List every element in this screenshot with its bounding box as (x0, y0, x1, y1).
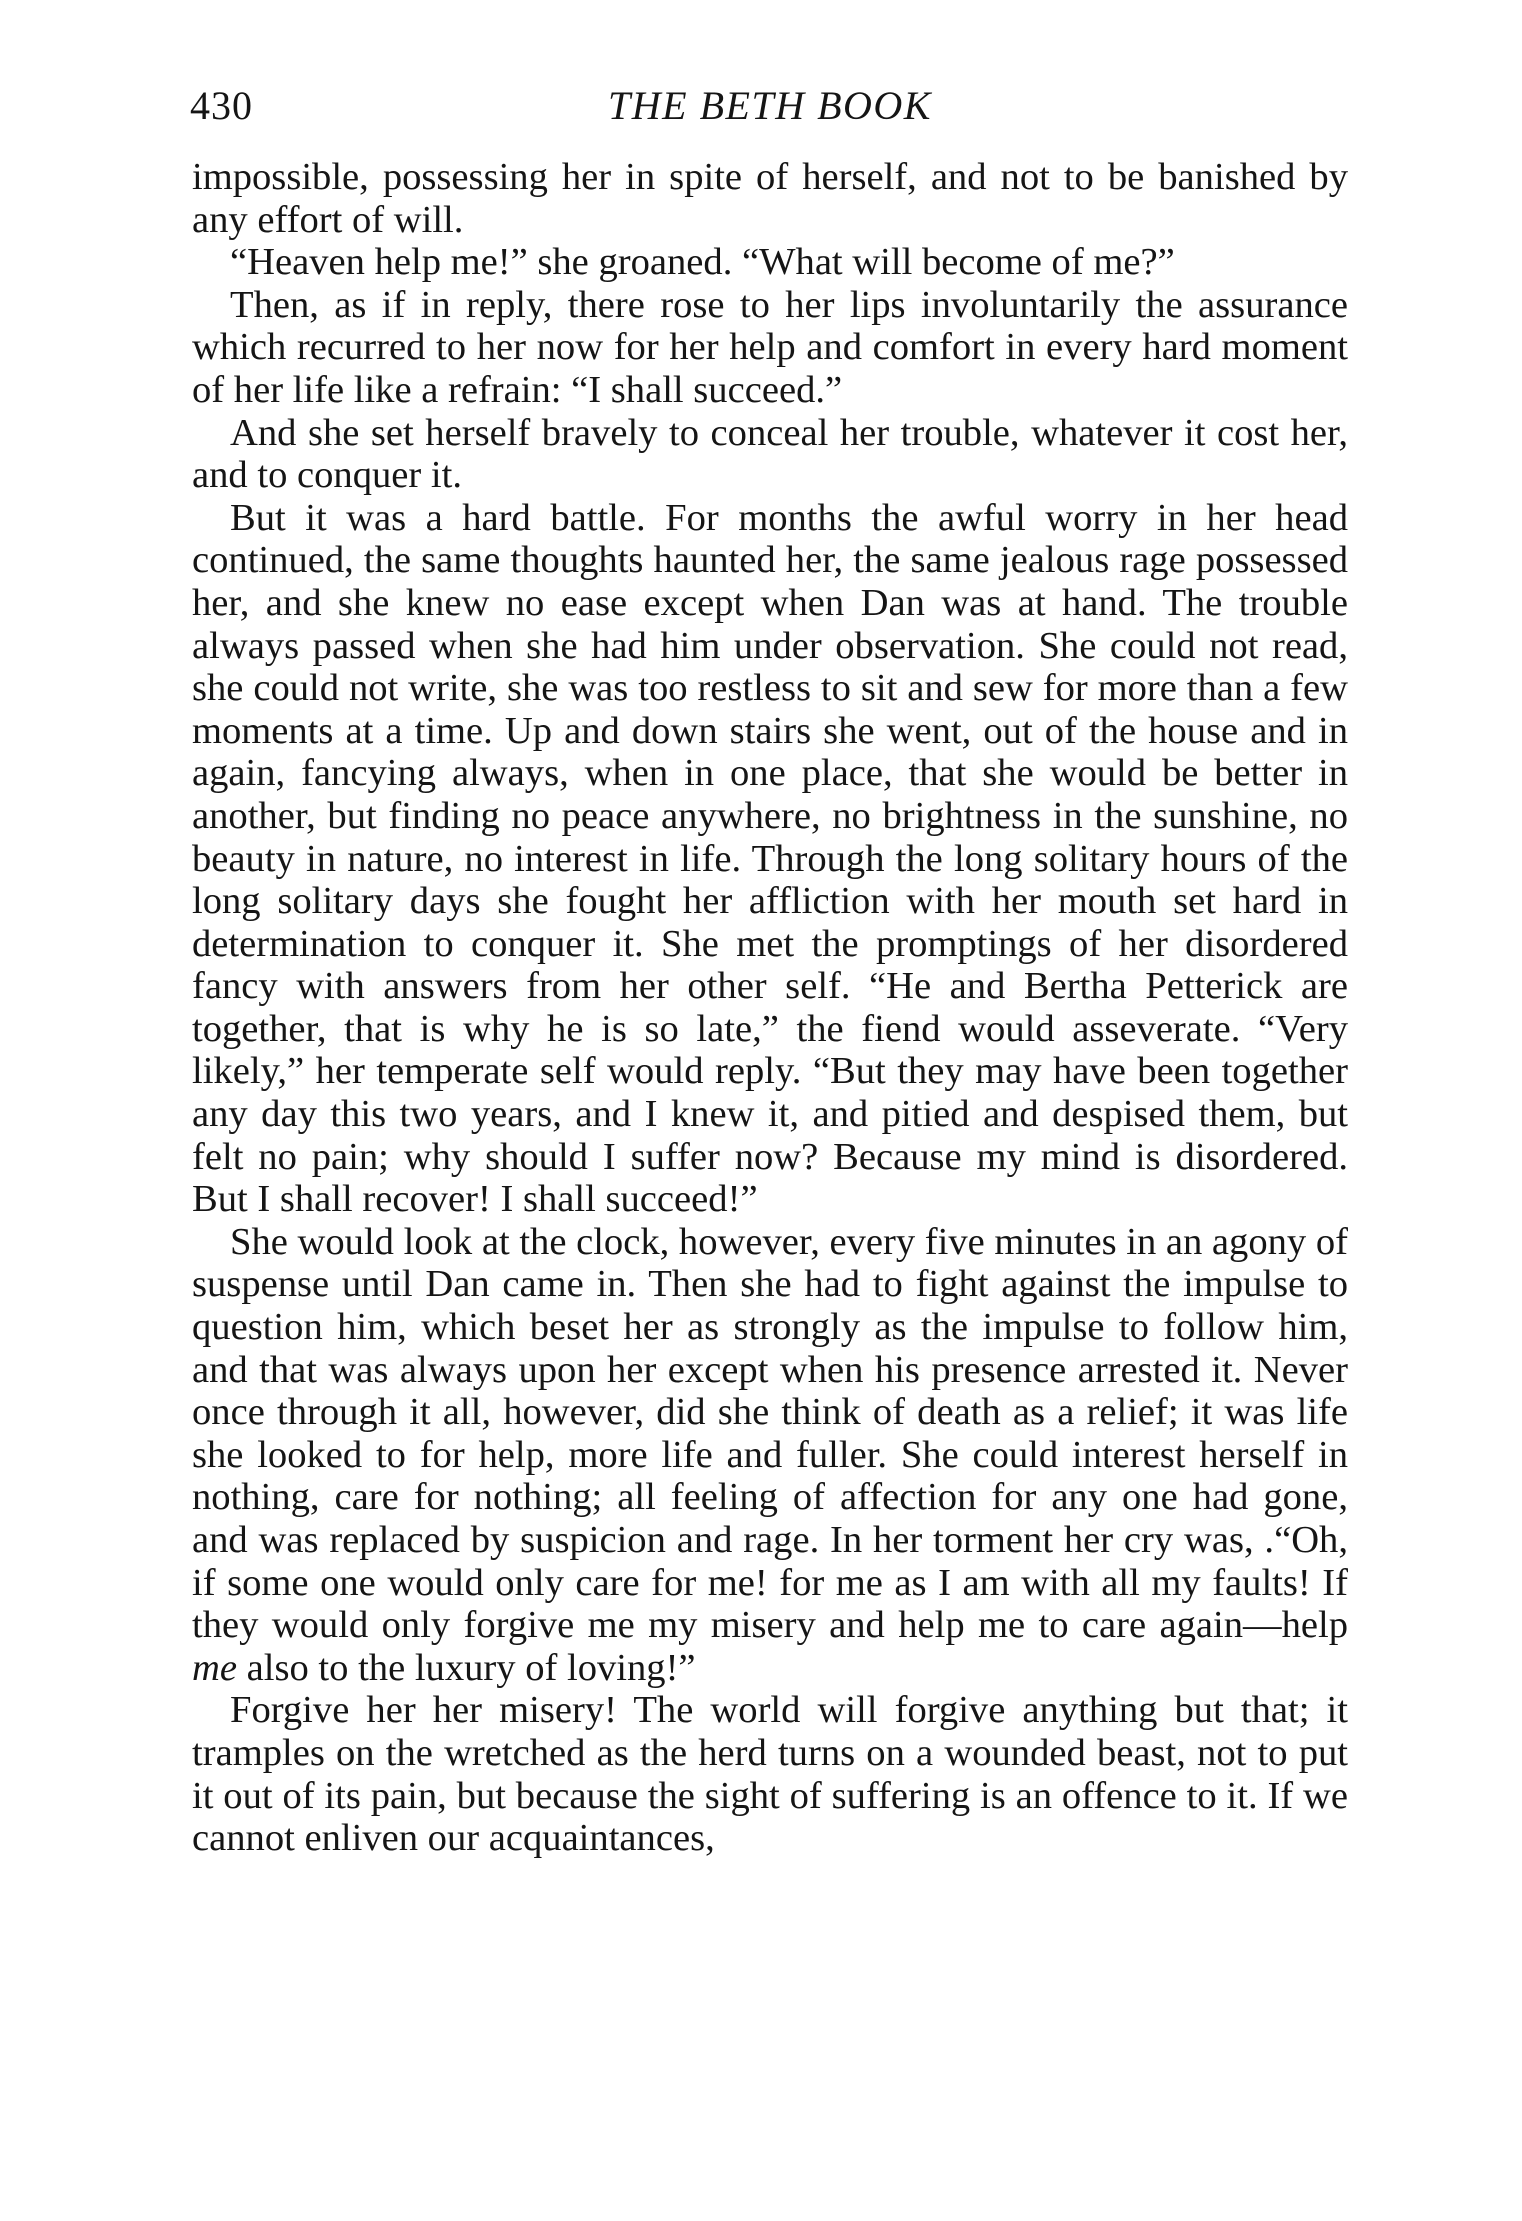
paragraph-text: impossible, possessing her in spite of herself, and not to be banished by any effort of will. (192, 156, 1348, 241)
paragraph-text: Forgive her her misery! The world will forgive anything but that; it tramples on the wretched as the herd turns on a wounded beast, not to put it out of its pain, but because the sight of suffering is an offence to it. If we cannot enliven our acquaintances, (192, 1689, 1348, 1860)
paragraph (192, 1221, 1348, 1690)
paragraph-text: “Heaven help me!” she groaned. “What will become of me?” (230, 241, 1175, 284)
paragraph (192, 284, 1348, 412)
paragraph (192, 241, 1348, 284)
paragraph (192, 497, 1348, 1221)
page-header (190, 82, 1350, 142)
paragraph-text: Then, as if in reply, there rose to her lips involuntarily the assurance which recurred to her now for her help and comfort in every hard moment of her life like a refrain: “I shall succeed.” (192, 283, 1348, 411)
paragraph (192, 412, 1348, 497)
italic-text: me (192, 1646, 237, 1689)
running-title: THE BETH BOOK (608, 83, 932, 128)
body-text (192, 156, 1348, 1860)
page-number: 430 (190, 83, 253, 128)
paragraph (192, 1689, 1348, 1859)
paragraph (192, 156, 1348, 241)
paragraph-text: She would look at the clock, however, every five minutes in an agony of suspense until Dan came in. Then she had to fight against the impulse to question him, which beset her as strongly as the impulse to follow him, and that was always upon her except when his presence arrested it. Never once through it all, however, did she think of death as a relief; it was life she looked to for help, more life and fuller. She could interest herself in nothing, care for nothing; all feeling of affection for any one had gone, and was replaced by suspicion and rage. In her torment her cry was, .“Oh, if some one would only care for me! for me as I am with all my faults! If they would only forgive me my misery and help me to care again—help (192, 1220, 1348, 1647)
paragraph-text: And she set herself bravely to conceal her trouble, whatever it cost her, and to conquer it. (192, 411, 1348, 497)
paragraph-text: But it was a hard battle. For months the awful worry in her head continued, the same thoughts haunted her, the same jealous rage possessed her, and she knew no ease except when Dan was at hand. The trouble always passed when she had him under observation. She could not read, she could not write, she was too restless to sit and sew for more than a few moments at a time. Up and down stairs she went, out of the house and in again, fancying always, when in one place, that she would be better in another, but finding no peace anywhere, no brightness in the sunshine, no beauty in nature, no interest in life. Through the long solitary hours of the long solitary days she fought her affliction with her mouth set hard in determination to conquer it. She met the promptings of her disordered fancy with answers from her other self. “He and Bertha Petterick are together, that is why he is so late,” the fiend would asseverate. “Very likely,” her temperate self would reply. “But they may have been together any day this two years, and I knew it, and pitied and despised them, but felt no pain; why should I suffer now? Because my mind is disordered. But I shall recover! I shall succeed!” (192, 496, 1348, 1221)
paragraph-text: also to the luxury of loving!” (236, 1646, 696, 1689)
